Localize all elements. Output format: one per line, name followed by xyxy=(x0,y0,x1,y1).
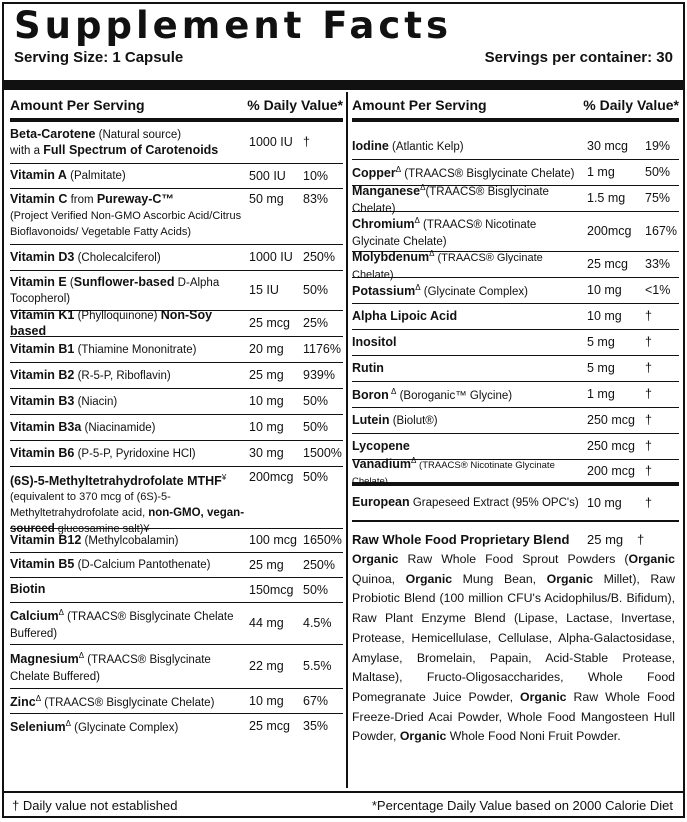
supplement-facts-panel xyxy=(2,2,685,818)
nutrient-row: Manganese$^\Delta$(TRAACS® Bisglycinate Chelate) 1.5 mg 75% xyxy=(352,186,679,212)
footnote-percent: *Percentage Daily Value based on 2000 Calorie Diet xyxy=(371,798,673,813)
nutrient-row: Biotin 150mcg 50% xyxy=(10,578,343,603)
nutrient-row: Vitamin B3a (Niacinamide) 10 mg 50% xyxy=(10,415,343,441)
servings-per-container: Servings per container: 30 xyxy=(484,49,673,66)
blend-ingredients: Organic Raw Whole Food Sprout Powders (Organic Quinoa, Organic Mung Bean, Organic Millet), Raw Probiotic Blend (100 million CFU's Acidophilus/B. Bifidum), Raw Plant Enzyme Blend (Lipase, Lactase, Invertase, Protease, Hemicellulase, Cellulase, Alpha-Galactosidase, Amylase, Bromelain, Papain, Acid-Stable Protease, Maltase), Fructo-Oligosaccharides, Whole Food Pomegranate Juice Powder, Organic Raw Whole Food Freeze-Dried Acai Powder, Whole Food Mangosteen Hull Powder, Organic Whole Food Noni Fruit Powder. xyxy=(352,552,676,744)
nutrient-row: Rutin 5 mg † xyxy=(352,356,679,382)
right-column xyxy=(352,92,679,747)
nutrient-row: (6S)-5-Methyltetrahydrofolate MTHF¥ (equivalent to 370 mcg of (6S)-5-Methyltetrahydrofolate acid, non-GMO, vegan-sourced glucosamine salt)¥ 200mcg 50% xyxy=(10,467,343,529)
footer xyxy=(12,798,673,813)
nutrient-row: Beta-Carotene (Natural source) with a Full Spectrum of Carotenoids 1000 IU † xyxy=(10,122,343,164)
blend-header xyxy=(352,532,679,547)
nutrient-row: Vitamin B12 (Methylcobalamin) 100 mcg 1650% xyxy=(10,529,343,553)
serving-info xyxy=(4,46,683,71)
nutrient-row: Lutein (Biolut®) 250 mcg † xyxy=(352,408,679,434)
blend-amount: 25 mg xyxy=(587,532,624,547)
nutrient-row: Zinc$^\Delta$ (TRAACS® Bisglycinate Chelate) 10 mg 67% xyxy=(10,689,343,714)
nutrient-row: Vanadium$^\Delta$ (TRAACS® Nicotinate Glycinate Chelate) 200 mcg † xyxy=(352,460,679,486)
left-header xyxy=(10,92,343,122)
nutrient-row: Magnesium$^\Delta$ (TRAACS® Bisglycinate Chelate Buffered) 22 mg 5.5% xyxy=(10,645,343,689)
thick-divider xyxy=(4,80,683,90)
nutrient-row: Vitamin C from Pureway-C™ (Project Verified Non-GMO Ascorbic Acid/Citrus Bioflavonoids/ Vegetable Fatty Acids) 50 mg 83% xyxy=(10,189,343,245)
nutrient-row: Vitamin B5 (D-Calcium Pantothenate) 25 mg 250% xyxy=(10,553,343,578)
serving-size: Serving Size: 1 Capsule xyxy=(14,49,184,66)
nutrient-row: Vitamin B6 (P-5-P, Pyridoxine HCl) 30 mg 1500% xyxy=(10,441,343,467)
footer-divider xyxy=(4,791,683,793)
nutrient-row: Vitamin D3 (Cholecalciferol) 1000 IU 250% xyxy=(10,245,343,271)
nutrient-row: Calcium$^\Delta$ (TRAACS® Bisglycinate Chelate Buffered) 44 mg 4.5% xyxy=(10,603,343,645)
nutrient-row: Alpha Lipoic Acid 10 mg † xyxy=(352,304,679,330)
blend-dv: † xyxy=(637,532,645,547)
nutrient-row: European Grapeseed Extract (95% OPC's) 10 mg † xyxy=(352,486,679,522)
nutrient-row: Vitamin B3 (Niacin) 10 mg 50% xyxy=(10,389,343,415)
nutrient-row: Iodine (Atlantic Kelp) 30 mcg 19% xyxy=(352,134,679,160)
nutrient-row: Vitamin K1 (Phylloquinone) Non-Soy based 25 mcg 25% xyxy=(10,311,343,337)
right-header xyxy=(352,92,679,122)
nutrient-row: Boron $^\Delta$ (Boroganic™ Glycine) 1 mg † xyxy=(352,382,679,408)
nutrient-row: Vitamin A (Palmitate) 500 IU 10% xyxy=(10,164,343,189)
nutrient-row: Selenium$^\Delta$ (Glycinate Complex) 25 mcg 35% xyxy=(10,718,329,735)
blend-name: Raw Whole Food Proprietary Blend xyxy=(352,532,570,547)
nutrient-row: Chromium$^\Delta$ (TRAACS® Nicotinate Glycinate Chelate) 200mcg 167% xyxy=(352,212,679,252)
panel-title: Supplement Facts xyxy=(14,4,453,47)
nutrient-row: Vitamin B2 (R-5-P, Riboflavin) 25 mg 939% xyxy=(10,363,343,389)
amount-header: Amount Per Serving xyxy=(10,97,145,113)
nutrient-row: Copper$^\Delta$ (TRAACS® Bisglycinate Chelate) 1 mg 50% xyxy=(352,160,679,186)
column-divider xyxy=(346,92,348,788)
nutrient-row: Molybdenum$^\Delta$ (TRAACS® Glycinate Chelate) 25 mcg 33% xyxy=(352,252,679,278)
nutrient-row: Potassium$^\Delta$ (Glycinate Complex) 10 mg <1% xyxy=(352,278,679,304)
nutrient-row: Inositol 5 mg † xyxy=(352,330,679,356)
dv-header: % Daily Value* xyxy=(247,97,343,113)
footnote-dagger: † Daily value not established xyxy=(12,798,178,813)
nutrient-row: Lycopene 250 mcg † xyxy=(352,434,679,460)
amount-header: Amount Per Serving xyxy=(352,97,487,113)
nutrient-row: Vitamin E (Sunflower-based D-Alpha Tocopherol) 15 IU 50% xyxy=(10,271,343,311)
dv-header: % Daily Value* xyxy=(583,97,679,113)
nutrient-row: Vitamin B1 (Thiamine Mononitrate) 20 mg 1176% xyxy=(10,337,343,363)
left-column xyxy=(10,92,343,738)
